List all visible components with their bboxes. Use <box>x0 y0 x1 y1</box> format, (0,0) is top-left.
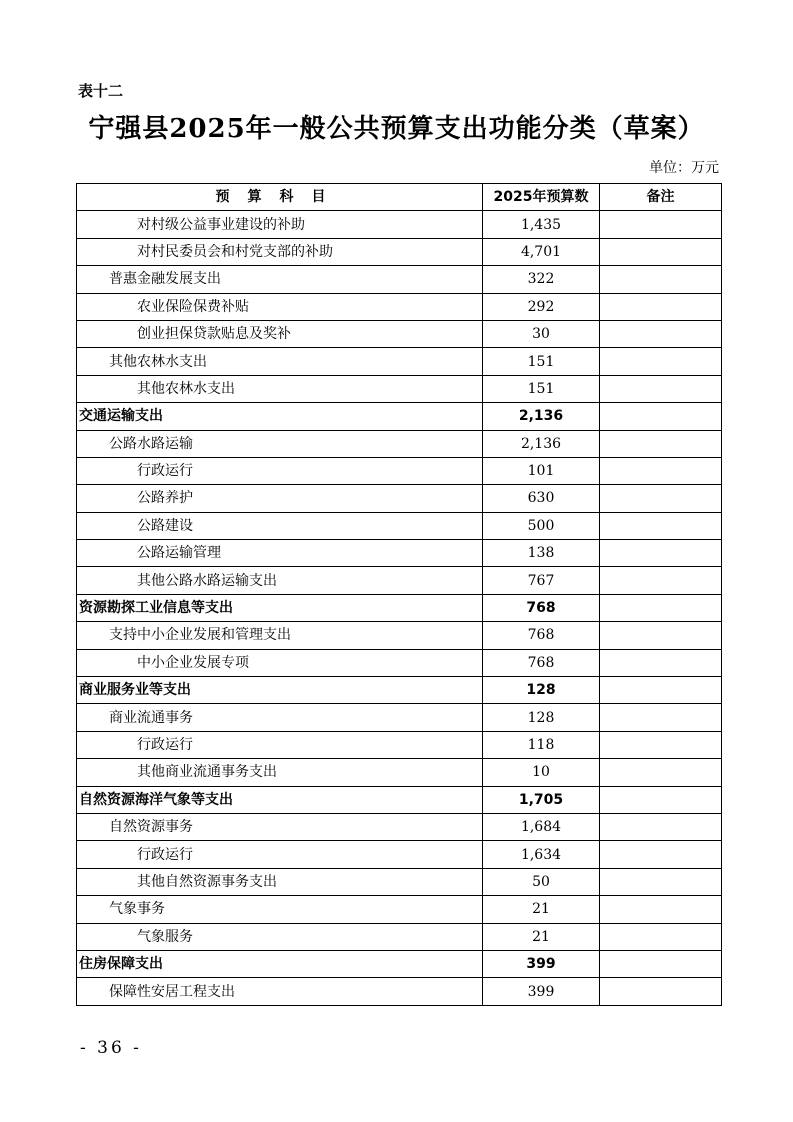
row-value: 1,634 <box>483 841 600 868</box>
row-note <box>600 841 722 868</box>
row-name: 公路建设 <box>77 512 483 539</box>
row-note <box>600 868 722 895</box>
row-note <box>600 403 722 430</box>
row-name: 自然资源海洋气象等支出 <box>77 786 483 813</box>
header-note: 备注 <box>600 184 722 211</box>
table-row <box>77 348 722 375</box>
table-row <box>77 868 722 895</box>
row-note <box>600 622 722 649</box>
row-note <box>600 786 722 813</box>
row-value: 1,705 <box>483 786 600 813</box>
row-name: 公路水路运输 <box>77 430 483 457</box>
table-row <box>77 457 722 484</box>
row-name: 保障性安居工程支出 <box>77 978 483 1005</box>
row-name: 住房保障支出 <box>77 950 483 977</box>
row-value: 4,701 <box>483 238 600 265</box>
table-row <box>77 622 722 649</box>
row-note <box>600 731 722 758</box>
row-note <box>600 211 722 238</box>
table-row <box>77 978 722 1005</box>
row-name: 公路养护 <box>77 485 483 512</box>
row-name: 商业流通事务 <box>77 704 483 731</box>
row-value: 10 <box>483 759 600 786</box>
row-value: 30 <box>483 320 600 347</box>
row-note <box>600 978 722 1005</box>
row-note <box>600 923 722 950</box>
row-name: 支持中小企业发展和管理支出 <box>77 622 483 649</box>
row-value: 768 <box>483 649 600 676</box>
row-name: 对村民委员会和村党支部的补助 <box>77 238 483 265</box>
row-value: 128 <box>483 677 600 704</box>
row-note <box>600 238 722 265</box>
table-label: 表十二 <box>78 82 124 100</box>
table-row <box>77 375 722 402</box>
table-row <box>77 950 722 977</box>
table-row <box>77 540 722 567</box>
row-value: 322 <box>483 266 600 293</box>
row-note <box>600 293 722 320</box>
row-name: 行政运行 <box>77 841 483 868</box>
row-note <box>600 649 722 676</box>
row-value: 21 <box>483 896 600 923</box>
page-number: - 36 - <box>80 1038 142 1058</box>
row-name: 行政运行 <box>77 457 483 484</box>
row-note <box>600 677 722 704</box>
row-note <box>600 512 722 539</box>
row-name: 其他农林水支出 <box>77 375 483 402</box>
table-row <box>77 759 722 786</box>
table-row <box>77 485 722 512</box>
row-name: 气象服务 <box>77 923 483 950</box>
row-note <box>600 320 722 347</box>
row-name: 中小企业发展专项 <box>77 649 483 676</box>
table-row <box>77 594 722 621</box>
row-name: 其他公路水路运输支出 <box>77 567 483 594</box>
row-value: 399 <box>483 950 600 977</box>
row-note <box>600 950 722 977</box>
row-value: 768 <box>483 594 600 621</box>
row-note <box>600 375 722 402</box>
row-value: 118 <box>483 731 600 758</box>
row-name: 自然资源事务 <box>77 813 483 840</box>
row-name: 农业保险保费补贴 <box>77 293 483 320</box>
row-name: 交通运输支出 <box>77 403 483 430</box>
row-note <box>600 594 722 621</box>
table-row <box>77 813 722 840</box>
row-value: 151 <box>483 375 600 402</box>
row-note <box>600 540 722 567</box>
header-budget-amount: 2025年预算数 <box>483 184 600 211</box>
row-name: 行政运行 <box>77 731 483 758</box>
table-row <box>77 211 722 238</box>
budget-table <box>76 183 722 1006</box>
row-name: 创业担保贷款贴息及奖补 <box>77 320 483 347</box>
table-row <box>77 677 722 704</box>
table-row <box>77 923 722 950</box>
row-value: 138 <box>483 540 600 567</box>
row-name: 资源勘探工业信息等支出 <box>77 594 483 621</box>
table-row <box>77 731 722 758</box>
row-value: 630 <box>483 485 600 512</box>
row-value: 2,136 <box>483 430 600 457</box>
table-row <box>77 896 722 923</box>
row-name: 其他自然资源事务支出 <box>77 868 483 895</box>
row-value: 151 <box>483 348 600 375</box>
row-name: 其他农林水支出 <box>77 348 483 375</box>
row-value: 128 <box>483 704 600 731</box>
table-row <box>77 238 722 265</box>
page-title: 宁强县2025年一般公共预算支出功能分类（草案） <box>88 114 705 144</box>
row-value: 1,435 <box>483 211 600 238</box>
unit-label: 单位：万元 <box>649 160 719 176</box>
row-value: 2,136 <box>483 403 600 430</box>
table-header-row <box>77 184 722 211</box>
table-row <box>77 841 722 868</box>
table-row <box>77 512 722 539</box>
table-row <box>77 567 722 594</box>
row-name: 公路运输管理 <box>77 540 483 567</box>
row-name: 普惠金融发展支出 <box>77 266 483 293</box>
row-value: 101 <box>483 457 600 484</box>
row-name: 气象事务 <box>77 896 483 923</box>
row-value: 1,684 <box>483 813 600 840</box>
row-note <box>600 759 722 786</box>
row-name: 其他商业流通事务支出 <box>77 759 483 786</box>
row-note <box>600 896 722 923</box>
table-row <box>77 403 722 430</box>
row-value: 292 <box>483 293 600 320</box>
row-note <box>600 430 722 457</box>
row-value: 500 <box>483 512 600 539</box>
row-note <box>600 704 722 731</box>
table-row <box>77 293 722 320</box>
table-row <box>77 786 722 813</box>
row-value: 767 <box>483 567 600 594</box>
row-note <box>600 813 722 840</box>
row-note <box>600 485 722 512</box>
row-note <box>600 266 722 293</box>
table-row <box>77 649 722 676</box>
table-row <box>77 430 722 457</box>
row-note <box>600 348 722 375</box>
header-budget-item: 预算科目 <box>77 184 483 211</box>
row-value: 399 <box>483 978 600 1005</box>
table-row <box>77 704 722 731</box>
row-value: 768 <box>483 622 600 649</box>
row-value: 50 <box>483 868 600 895</box>
row-name: 对村级公益事业建设的补助 <box>77 211 483 238</box>
row-name: 商业服务业等支出 <box>77 677 483 704</box>
row-value: 21 <box>483 923 600 950</box>
table-row <box>77 320 722 347</box>
table-body <box>77 211 722 1005</box>
row-note <box>600 567 722 594</box>
row-note <box>600 457 722 484</box>
table-row <box>77 266 722 293</box>
